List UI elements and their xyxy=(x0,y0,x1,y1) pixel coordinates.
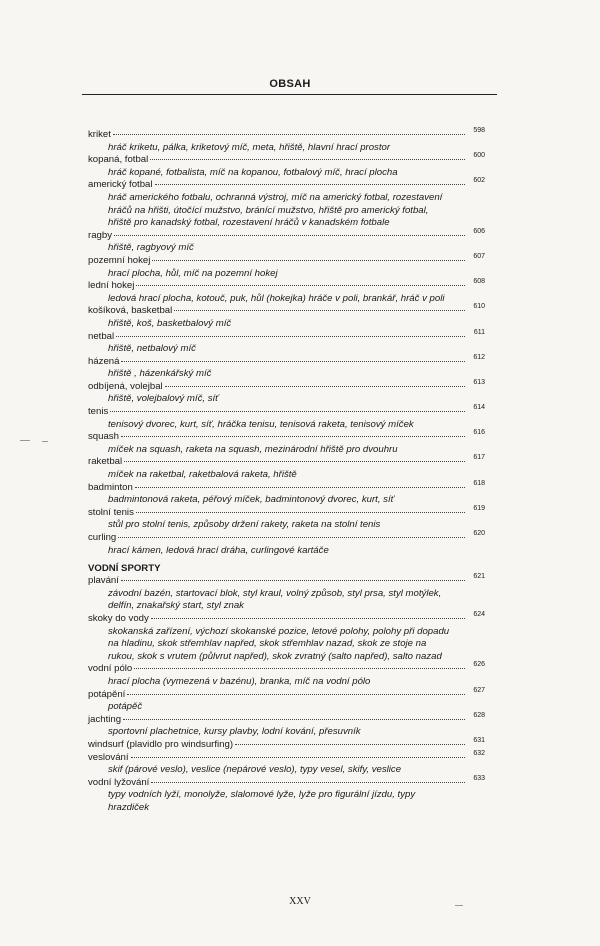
toc-entry xyxy=(88,280,485,305)
toc-entry-title: vodní lyžování xyxy=(88,776,150,788)
toc-entry xyxy=(88,305,485,330)
page-number: XXV xyxy=(289,896,311,907)
toc-entry-description: hřiště, ragbyový míč xyxy=(108,242,194,254)
toc-entry-page: 627 xyxy=(473,686,485,694)
toc-entry-page: 613 xyxy=(473,378,485,386)
toc-entry-description: hřiště, koš, basketbalový míč xyxy=(108,317,232,329)
toc-entry-title: lední hokej xyxy=(88,280,135,292)
dot-leader xyxy=(152,260,465,261)
scan-speck xyxy=(455,905,463,906)
toc-entry-line xyxy=(88,736,485,752)
toc-entry-page: 628 xyxy=(473,711,485,719)
dot-leader xyxy=(136,285,465,286)
toc-entry xyxy=(88,479,485,507)
toc-entry-line xyxy=(88,749,485,765)
toc-entry-page: 616 xyxy=(473,429,485,437)
toc-entry xyxy=(88,406,485,431)
toc-entry-description: hráč kopané, fotbalista, míč na kopanou, fotbalový míč, hrací plocha xyxy=(108,166,398,178)
toc-entry-line xyxy=(88,305,485,318)
toc-entry xyxy=(88,227,485,255)
toc-entry-page: 606 xyxy=(473,227,485,235)
toc-entry-line xyxy=(88,663,485,676)
toc-entry-line xyxy=(88,575,485,588)
section-heading-water-sports: VODNÍ SPORTY xyxy=(88,563,161,575)
toc-entry-description: hřiště, volejbalový míč, síť xyxy=(108,393,219,405)
dot-leader xyxy=(235,744,465,745)
dot-leader xyxy=(121,436,465,437)
dot-leader xyxy=(136,512,465,513)
toc-entry-page: 611 xyxy=(473,328,485,336)
toc-entry xyxy=(88,129,485,154)
dot-leader xyxy=(135,487,465,488)
toc-entry xyxy=(88,686,485,714)
dot-leader xyxy=(131,757,465,758)
toc-entry-description: hřiště, netbalový míč xyxy=(108,343,196,355)
toc-entry-line xyxy=(88,328,485,344)
toc-entry xyxy=(88,532,485,557)
dot-leader xyxy=(123,719,465,720)
dot-leader xyxy=(113,134,465,135)
toc-entry-description: stůl pro stolní tenis, způsoby držení rakety, raketa na stolní tenis xyxy=(108,519,381,531)
scan-speck xyxy=(20,440,30,441)
toc-entry-page: 633 xyxy=(473,774,485,782)
dot-leader xyxy=(134,668,465,669)
toc-entry-title: windsurf (plavidlo pro windsurfing) xyxy=(88,738,234,750)
toc-entry-page: 598 xyxy=(473,127,485,134)
toc-entry-page: 602 xyxy=(473,177,485,185)
toc-entry-line xyxy=(88,479,485,495)
dot-leader xyxy=(121,361,465,362)
toc-entry-title: tenis xyxy=(88,406,109,418)
toc-entry xyxy=(88,431,485,456)
toc-entry-title: squash xyxy=(88,431,119,443)
toc-entry-page: 626 xyxy=(473,661,485,669)
dot-leader xyxy=(155,184,465,185)
toc-entry-description: hrací plocha (vymezená v bazénu), branka, míč na vodní pólo xyxy=(108,675,371,687)
toc-entry-line xyxy=(88,406,485,419)
toc-entry-description: hráč kriketu, pálka, kriketový míč, meta, hřiště, hlavní hrací prostor xyxy=(108,141,391,153)
toc-entry-line xyxy=(88,252,485,268)
dot-leader xyxy=(165,386,465,387)
toc-entry-page: 620 xyxy=(473,530,485,537)
toc-entry-page: 610 xyxy=(473,303,485,311)
toc-entry xyxy=(88,378,485,406)
toc-entry xyxy=(88,252,485,280)
toc-entry-title: veslování xyxy=(88,751,129,763)
toc-entry-line xyxy=(88,129,485,142)
toc-entry-title: kopaná, fotbal xyxy=(88,154,149,166)
toc-entry-page: 612 xyxy=(473,353,485,361)
toc-entry-description: závodní bazén, startovací blok, styl kraul, volný způsob, styl prsa, styl motýlek, delfín, znakařský start, styl znak xyxy=(108,587,442,612)
dot-leader xyxy=(121,580,465,581)
toc-entry-line xyxy=(88,610,485,626)
toc-entry-description: skif (párové veslo), veslice (nepárové veslo), typy vesel, skify, veslice xyxy=(108,764,402,776)
toc-entry-page: 618 xyxy=(473,479,485,487)
toc-entry xyxy=(88,456,485,481)
toc-entry-title: ragby xyxy=(88,229,112,241)
toc-entry-line xyxy=(88,280,485,293)
toc-entry-line xyxy=(88,378,485,394)
toc-entry xyxy=(88,504,485,532)
toc-entry-page: 617 xyxy=(473,454,485,462)
toc-entry-description: tenisový dvorec, kurt, síť, hráčka tenisu, tenisová raketa, tenisový míček xyxy=(108,418,414,430)
toc-entry-line xyxy=(88,686,485,702)
toc-entry xyxy=(88,749,485,777)
dot-leader xyxy=(174,310,465,311)
toc-entry-page: 608 xyxy=(473,278,485,286)
toc-entry xyxy=(88,353,485,381)
toc-entry-description: potápěč xyxy=(108,701,143,713)
dot-leader xyxy=(151,618,465,619)
dot-leader xyxy=(116,336,465,337)
scan-speck xyxy=(42,441,48,442)
toc-entry xyxy=(88,774,485,815)
toc-entry-page: 614 xyxy=(473,404,485,412)
toc-entry xyxy=(88,575,485,613)
toc-entry-line xyxy=(88,227,485,243)
toc-entry xyxy=(88,663,485,688)
dot-leader xyxy=(127,694,465,695)
toc-entry-title: americký fotbal xyxy=(88,179,153,191)
toc-entry-description: skokanská zařízení, výchozí skokanské pozice, letové polohy, polohy při dopadu na hladinu, skok střemhlav napřed, skok střemhlav nazad, skok ze stoje na rukou, skok s vrutem (půlvrut napřed), skok zvratný (salto napřed), salto nazad xyxy=(108,625,450,662)
toc-entry-title: odbíjená, volejbal xyxy=(88,380,163,392)
toc-entry-title: jachting xyxy=(88,713,122,725)
toc-entry-description: hřiště , házenkářský míč xyxy=(108,368,212,380)
toc-entry xyxy=(88,736,485,752)
toc-entry-page: 600 xyxy=(473,152,485,160)
toc-entry-description: hrací plocha, hůl, míč na pozemní hokej xyxy=(108,267,278,279)
dot-leader xyxy=(150,159,465,160)
toc-entry-description: míček na squash, raketa na squash, mezinárodní hřiště pro dvouhru xyxy=(108,443,398,455)
water-sports-entries xyxy=(88,575,485,814)
toc-entry-page: 607 xyxy=(473,252,485,260)
dot-leader xyxy=(118,537,465,538)
toc-entry xyxy=(88,610,485,663)
toc-entry-line xyxy=(88,532,485,545)
toc-entry-title: stolní tenis xyxy=(88,506,134,518)
toc-entry-description: hráč amerického fotbalu, ochranná výstroj, míč na americký fotbal, rozestavení hráčů na hřišti, útočící mužstvo, bránící mužstvo, hřiště pro americký fotbal, hřiště pro kanadský fotbal, rozestavení hráčů v kanadském fotbale xyxy=(108,191,443,229)
toc-entry-description: míček na raketbal, raketbalová raketa, hřiště xyxy=(108,469,297,481)
dot-leader xyxy=(110,411,465,412)
sports-entries xyxy=(88,129,485,557)
dot-leader xyxy=(151,782,465,783)
toc-entry-title: badminton xyxy=(88,481,133,493)
toc-entry-line xyxy=(88,431,485,444)
toc-entry-title: pozemní hokej xyxy=(88,254,151,266)
toc-entry-description: ledová hrací plocha, kotouč, puk, hůl (hokejka) hráče v poli, brankář, hráč v poli xyxy=(108,292,445,304)
toc-entry-title: vodní pólo xyxy=(88,663,133,675)
toc-entry-title: házená xyxy=(88,355,120,367)
toc-entry xyxy=(88,711,485,739)
toc-entry xyxy=(88,328,485,356)
toc-entry-title: curling xyxy=(88,532,117,543)
toc-entry-line xyxy=(88,179,485,192)
toc-entry-page: 632 xyxy=(473,749,485,757)
toc-entry xyxy=(88,179,485,229)
toc-entry-title: plavání xyxy=(88,575,119,587)
toc-entry-title: skoky do vody xyxy=(88,612,149,624)
toc-entry-page: 631 xyxy=(473,736,485,744)
toc-entry xyxy=(88,154,485,179)
toc-entry-description: typy vodních lyží, monolyže, slalomové lyže, lyže pro figurální jízdu, typy hrazdiček xyxy=(108,789,416,813)
toc-entry-title: kriket xyxy=(88,129,111,140)
toc-entry-title: raketbal xyxy=(88,456,123,468)
toc-entry-line xyxy=(88,711,485,727)
toc-entry-description: hrací kámen, ledová hrací dráha, curlingové kartáče xyxy=(108,544,329,556)
toc-entry-description: sportovní plachetnice, kursy plavby, lodní kování, přesuvník xyxy=(108,726,361,738)
table-of-contents xyxy=(88,129,485,814)
page-header-title: OBSAH xyxy=(269,78,311,90)
dot-leader xyxy=(114,235,465,236)
toc-entry-line xyxy=(88,456,485,469)
toc-entry-title: potápění xyxy=(88,688,126,700)
toc-entry-title: netbal xyxy=(88,330,115,342)
toc-entry-page: 624 xyxy=(473,610,485,618)
toc-entry-description: badmintonová raketa, péřový míček, badmintonový dvorec, kurt, síť xyxy=(108,494,395,506)
dot-leader xyxy=(124,461,465,462)
toc-entry-line xyxy=(88,353,485,369)
toc-entry-page: 621 xyxy=(473,573,485,581)
toc-entry-line xyxy=(88,154,485,167)
toc-entry-line xyxy=(88,504,485,520)
toc-entry-line xyxy=(88,774,485,790)
toc-entry-title: košíková, basketbal xyxy=(88,305,173,317)
toc-entry-page: 619 xyxy=(473,504,485,512)
header-rule xyxy=(82,94,497,95)
